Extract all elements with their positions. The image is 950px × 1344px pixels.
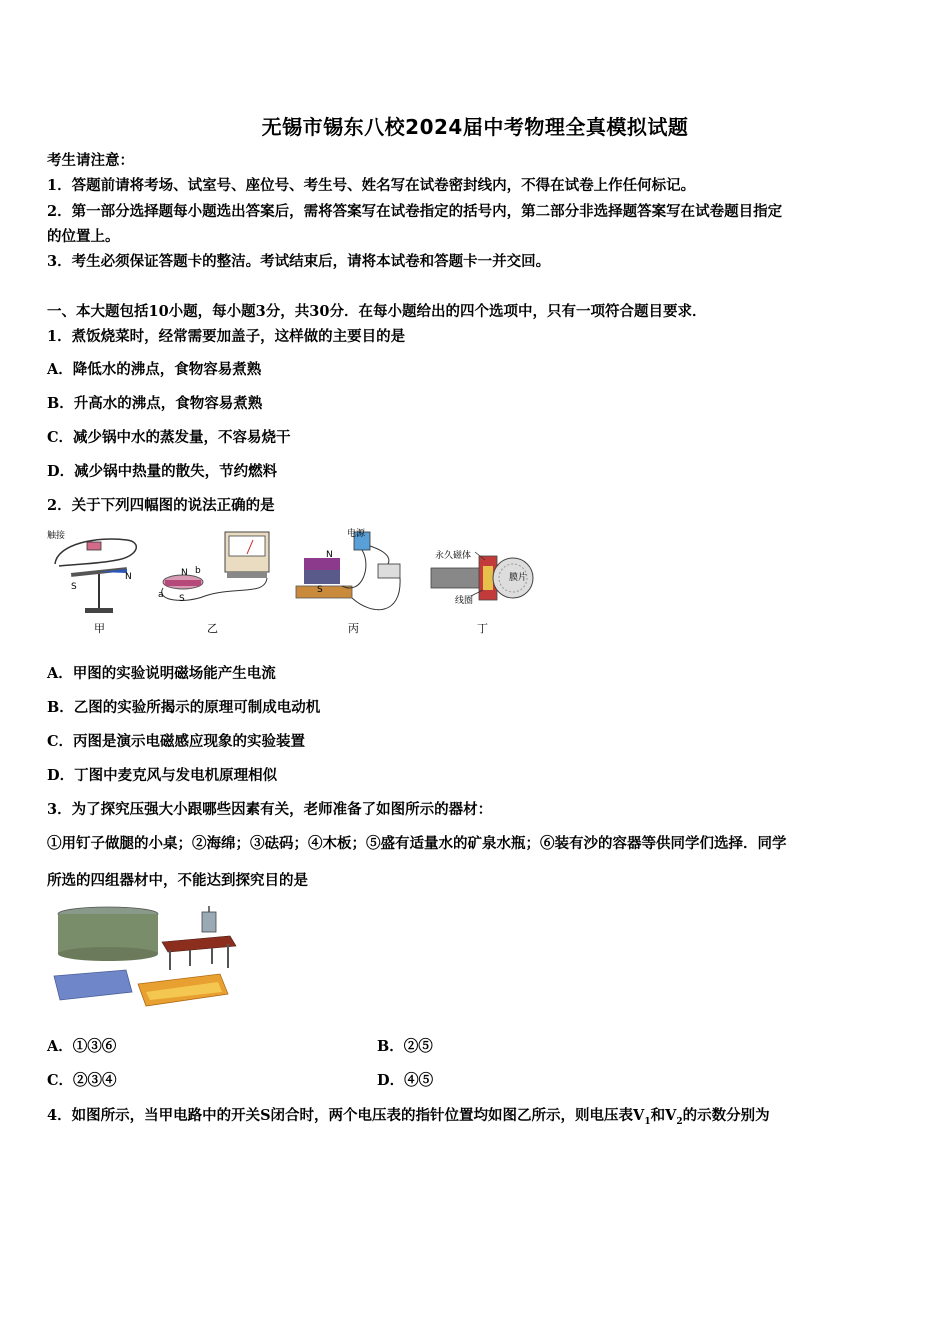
notice-heading: 考生请注意： — [47, 152, 134, 169]
figure-bing-image — [292, 526, 412, 621]
q1-option-d: D．减少锅中热量的散失，节约燃料 — [47, 463, 278, 480]
q2-stem: 2．关于下列四幅图的说法正确的是 — [47, 497, 275, 514]
q1-option-a: A．降低水的沸点，食物容易煮熟 — [47, 361, 262, 378]
q2-option-b: B．乙图的实验所揭示的原理可制成电动机 — [47, 699, 321, 716]
figure-label-ding: 丁 — [477, 622, 488, 635]
notice-item-3: 3．考生必须保证答题卡的整洁。考试结束后，请将本试卷和答题卡一并交回。 — [47, 253, 551, 270]
q1-stem: 1．煮饭烧菜时，经常需要加盖子，这样做的主要目的是 — [47, 328, 406, 345]
figure-yi-image — [155, 526, 275, 621]
q4-sub1: 1 — [644, 1116, 651, 1127]
q3-materials: ①用钉子做腿的小桌；②海绵；③砝码；④木板；⑤盛有适量水的矿泉水瓶；⑥装有沙的容器等供同学们选择．同学 — [47, 835, 787, 852]
q2-option-c: C．丙图是演示电磁感应现象的实验装置 — [47, 733, 306, 750]
bing-n-label: N — [326, 550, 333, 560]
q2-option-d: D．丁图中麦克风与发电机原理相似 — [47, 767, 278, 784]
ding-magnet-label: 永久磁体 — [435, 551, 472, 561]
ding-diaphragm-label: 膜片 — [509, 573, 528, 583]
yi-a-label: a — [158, 590, 164, 600]
figure-label-yi: 乙 — [207, 622, 218, 635]
q4-sub2: 2 — [676, 1116, 683, 1127]
yi-b-label: b — [195, 566, 201, 576]
notice-item-1: 1．答题前请将考场、试室号、座位号、考生号、姓名写在试卷密封线内，不得在试卷上作任何标记。 — [47, 177, 696, 194]
notice-item-2-cont: 的位置上。 — [47, 228, 120, 245]
q4-stem — [47, 1106, 770, 1132]
q3-question: 所选的四组器材中，不能达到探究目的是 — [47, 872, 308, 889]
jia-s-label: S — [71, 582, 77, 592]
q4-stem-part1: 4．如图所示，当甲电路中的开关S闭合时，两个电压表的指针位置均如图乙所示，则电压表V — [47, 1107, 645, 1124]
q3-stem: 3．为了探究压强大小跟哪些因素有关，老师准备了如图所示的器材： — [47, 801, 493, 818]
figure-label-bing: 丙 — [348, 622, 359, 635]
q3-option-a: A．①③⑥ — [47, 1038, 117, 1055]
q2-figures — [47, 526, 547, 638]
page-title: 无锡市锡东八校2024届中考物理全真模拟试题 — [261, 115, 689, 139]
ding-coil-label: 线圈 — [455, 596, 474, 606]
q3-option-d: D．④⑤ — [377, 1072, 434, 1089]
q4-stem-part2: 的示数分别为 — [682, 1107, 770, 1124]
notice-item-2: 2．第一部分选择题每小题选出答案后，需将答案写在试卷指定的括号内，第二部分非选择题答案写在试卷题目指定 — [47, 203, 783, 220]
q3-equipment-image — [50, 904, 240, 1014]
q2-option-a: A．甲图的实验说明磁场能产生电流 — [47, 665, 276, 682]
q3-option-b: B．②⑤ — [377, 1038, 433, 1055]
q1-option-c: C．减少锅中水的蒸发量，不容易烧干 — [47, 429, 291, 446]
jia-touch-label: 触接 — [47, 531, 66, 541]
figure-label-jia: 甲 — [94, 622, 105, 635]
bing-power-label: 电源 — [347, 529, 366, 539]
q3-option-c: C．②③④ — [47, 1072, 117, 1089]
jia-n-label: N — [125, 572, 132, 582]
section-heading: 一、本大题包括10小题，每小题3分，共30分．在每小题给出的四个选项中，只有一项符合题目要求． — [47, 303, 707, 320]
yi-n-label: N — [181, 568, 188, 578]
bing-s-label: S — [317, 585, 323, 595]
yi-s-label: S — [179, 594, 185, 604]
q4-stem-mid: 和V — [650, 1107, 677, 1124]
q1-option-b: B．升高水的沸点，食物容易煮熟 — [47, 395, 263, 412]
